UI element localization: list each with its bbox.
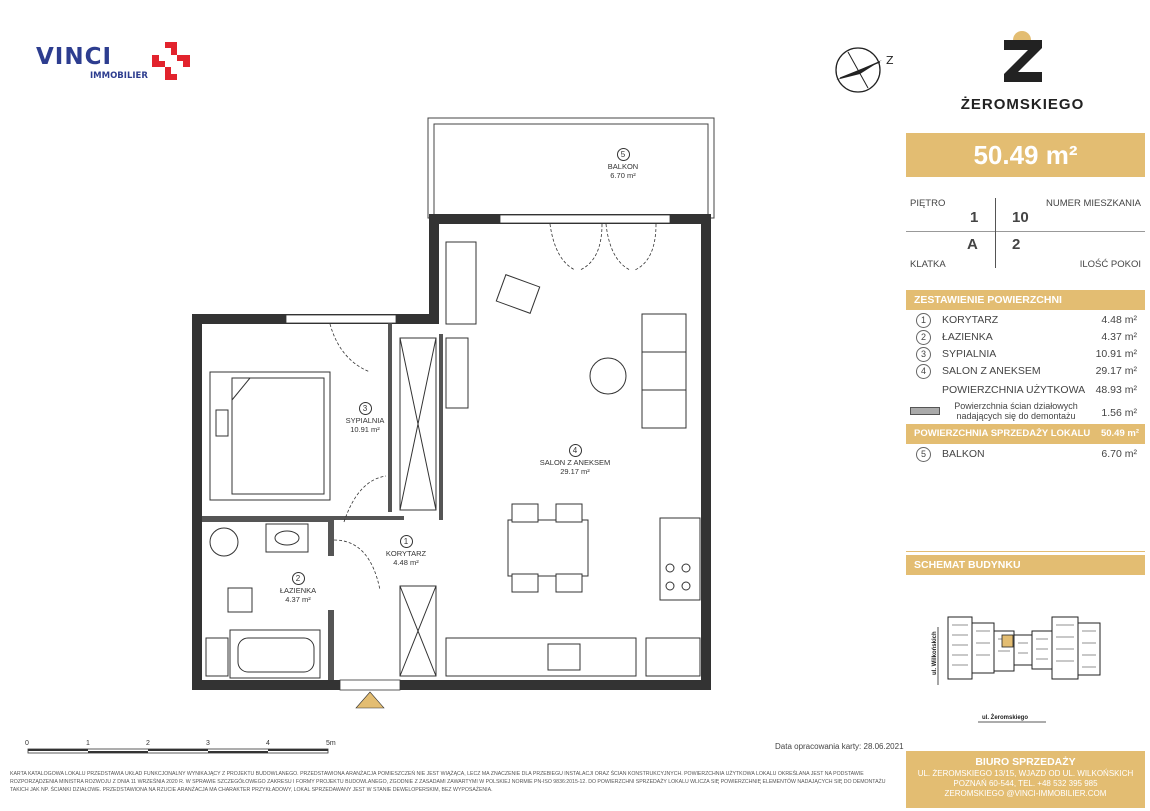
zeromskiego-logo xyxy=(960,28,1085,118)
room-area: 4.48 m² xyxy=(393,558,419,567)
area-row-walls xyxy=(906,401,1145,423)
room-area: 4.48 m² xyxy=(1101,314,1137,326)
wardrobe xyxy=(400,338,436,510)
balcony-outline xyxy=(428,118,714,218)
sales-office-box xyxy=(906,751,1145,808)
sales-office-phone: POZNAŃ 60-544, TEL. +48 532 395 985 xyxy=(953,779,1098,788)
sofa xyxy=(642,314,686,428)
hallway-closet xyxy=(400,586,436,676)
room-area: 6.70 m² xyxy=(1101,448,1137,460)
room-number-badge: 5 xyxy=(916,447,931,462)
room-number-badge: 4 xyxy=(569,444,582,457)
legal-disclaimer: KARTA KATALOGOWA LOKALU PRZEDSTAWIA UKŁAD FUNKCJONALNY WYNIKAJĄCY Z PROJEKTU BUDOWLANEGO. PRZEDSTAWIONA ARANŻACJA POMIESZCZEŃ NIE JEST WIĄŻĄCA, LECZ MA ZNACZENIE DLA PRZEBIEGU INSTALACJI ORAZ ŚCIAN KONSTRUKCYJNYCH. POWIERZCHNIA UŻYTKOWA LOKALU OKREŚLANA JEST NA PODSTAWIE ROZPORZĄDZENIA MINISTRA ROZWOJU Z DNIA 11 WRZEŚNIA 2020 R. W SPRAWIE SZCZEGÓŁOWEGO ZAKRESU I FORMY PROJEKTU BUDOWLANEGO, ZGODNIE Z ZASADAMI ZAWARTYMI W POLSKIEJ NORMIE PN-ISO 9836:2015-12. DO POWIERZCHNI SPRZEDAŻY LOKALU WLICZA SIĘ POWIERZCHNIĘ ELEMENTÓW NADAJĄCYCH SIĘ DO DEMONTAŻU TAKICH JAK NP. ŚCIANKI DZIAŁOWE. PRZEDSTAWIONA NA RZUCIE ARANŻACJA MA CHARAKTER PRZYKŁADOWY, LOKAL SPRZEDAWANY JEST W STANIE DEWELOPERSKIM, BEZ WYPOSAŻENIA. xyxy=(10,771,886,793)
street-bottom-label: ul. Żeromskiego xyxy=(982,715,1029,721)
room-label-lazienka xyxy=(268,572,328,604)
walls-value: 1.56 m² xyxy=(1101,407,1137,419)
vinci-immobilier-logo xyxy=(36,38,196,88)
scale-tick: 3 xyxy=(206,740,210,747)
coffee-table xyxy=(590,358,626,394)
room-label-salon xyxy=(530,444,620,476)
sales-office-title: BIURO SPRZEDAŻY xyxy=(975,756,1076,768)
rooms-label: ILOŚĆ POKOI xyxy=(1079,259,1141,270)
room-name: BALKON xyxy=(942,448,985,460)
area-row-balkon xyxy=(906,446,1145,463)
sale-area-band xyxy=(906,424,1145,444)
room-name: SYPIALNIA xyxy=(345,416,385,425)
room-name: SALON Z ANEKSEM xyxy=(942,365,1041,377)
room-name: KORYTARZ xyxy=(385,549,427,558)
room-number-badge: 1 xyxy=(400,535,413,548)
info-divider-horizontal xyxy=(906,231,1145,232)
sales-office-address: UL. ŻEROMSKIEGO 13/15, WJAZD OD UL. WILKOŃSKICH xyxy=(917,769,1134,778)
floor-label: PIĘTRO xyxy=(910,198,946,209)
stair-value: A xyxy=(967,236,978,253)
room-label-sypialnia xyxy=(330,402,400,434)
room-area: 29.17 m² xyxy=(560,467,590,476)
room-name: SALON Z ANEKSEM xyxy=(539,458,611,467)
zeromskiego-emblem-icon xyxy=(960,28,1085,94)
building-schema-title: SCHEMAT BUDYNKU xyxy=(906,555,1145,575)
scale-bar xyxy=(20,740,350,758)
room-number-badge: 3 xyxy=(359,402,372,415)
total-area-badge: 50.49 m² xyxy=(906,133,1145,177)
room-area: 4.37 m² xyxy=(285,595,311,604)
room-number-badge: 4 xyxy=(916,364,931,379)
desk xyxy=(446,242,540,324)
usable-area-label: POWIERZCHNIA UŻYTKOWA xyxy=(942,384,1086,396)
bed xyxy=(210,372,330,500)
room-area: 4.37 m² xyxy=(1101,331,1137,343)
sales-office-email[interactable]: ZEROMSKIEGO @VINCI-IMMOBILIER.COM xyxy=(944,789,1107,798)
windows xyxy=(286,215,670,323)
vinci-cross-icon xyxy=(148,38,194,84)
stair-label: KLATKA xyxy=(910,259,946,270)
room-area: 29.17 m² xyxy=(1095,365,1137,377)
dining-set xyxy=(508,504,588,592)
floor-plan xyxy=(190,110,720,710)
vinci-logo-word: VINCI xyxy=(36,44,113,70)
room-number-badge: 2 xyxy=(916,330,931,345)
scale-tick: 1 xyxy=(86,740,90,747)
scale-bar-graphic xyxy=(20,740,350,758)
area-row-lazienka xyxy=(906,329,1145,346)
room-name: ŁAZIENKA xyxy=(279,586,317,595)
sale-area-value: 50.49 m² xyxy=(1100,428,1139,439)
room-number-badge: 2 xyxy=(292,572,305,585)
panel-divider xyxy=(906,551,1145,552)
vinci-logo-subtitle: IMMOBILIER xyxy=(90,71,148,81)
apartment-number-label: NUMER MIESZKANIA xyxy=(1045,198,1141,209)
area-row-salon xyxy=(906,363,1145,380)
room-number-badge: 3 xyxy=(916,347,931,362)
room-area: 10.91 m² xyxy=(350,425,380,434)
rooms-value: 2 xyxy=(1012,236,1021,253)
room-name: ŁAZIENKA xyxy=(942,331,993,343)
scale-tick: 2 xyxy=(146,740,150,747)
info-divider-vertical xyxy=(995,198,996,268)
svg-text:Z: Z xyxy=(886,54,894,67)
room-label-balkon xyxy=(588,148,658,180)
project-name: ŻEROMSKIEGO xyxy=(960,96,1085,113)
floor-plan-drawing xyxy=(190,110,720,710)
area-row-sypialnia xyxy=(906,346,1145,363)
sale-area-label: POWIERZCHNIA SPRZEDAŻY LOKALU xyxy=(914,428,1091,439)
room-name: KORYTARZ xyxy=(942,314,999,326)
card-date-note: Data opracowania karty: 28.06.2021 xyxy=(775,742,904,751)
scale-tick: 5m xyxy=(326,740,336,747)
floor-value: 1 xyxy=(970,209,979,226)
room-label-korytarz xyxy=(376,535,436,567)
usable-area-value: 48.93 m² xyxy=(1095,384,1137,396)
apartment-number-value: 10 xyxy=(1012,209,1029,226)
area-row-korytarz xyxy=(906,312,1145,329)
room-area: 10.91 m² xyxy=(1095,348,1137,360)
area-row-usable xyxy=(906,382,1145,399)
room-name: BALKON xyxy=(607,162,639,171)
entrance-marker-icon xyxy=(356,692,384,708)
room-area: 6.70 m² xyxy=(610,171,636,180)
wall-swatch-icon xyxy=(910,407,940,415)
apartment-info xyxy=(906,192,1145,272)
room-name: SYPIALNIA xyxy=(942,348,997,360)
north-compass-icon xyxy=(830,40,900,100)
room-number-badge: 1 xyxy=(916,313,931,328)
area-summary-title: ZESTAWIENIE POWIERZCHNI xyxy=(906,290,1145,310)
scale-tick: 4 xyxy=(266,740,270,747)
building-schema-map xyxy=(918,605,1143,725)
room-number-badge: 5 xyxy=(617,148,630,161)
walls-label: Powierzchnia ścian działowych nadających się do demontażu xyxy=(954,401,1078,421)
scale-tick: 0 xyxy=(25,740,29,747)
street-vertical-label: ul. Wilkońskich xyxy=(932,631,938,675)
